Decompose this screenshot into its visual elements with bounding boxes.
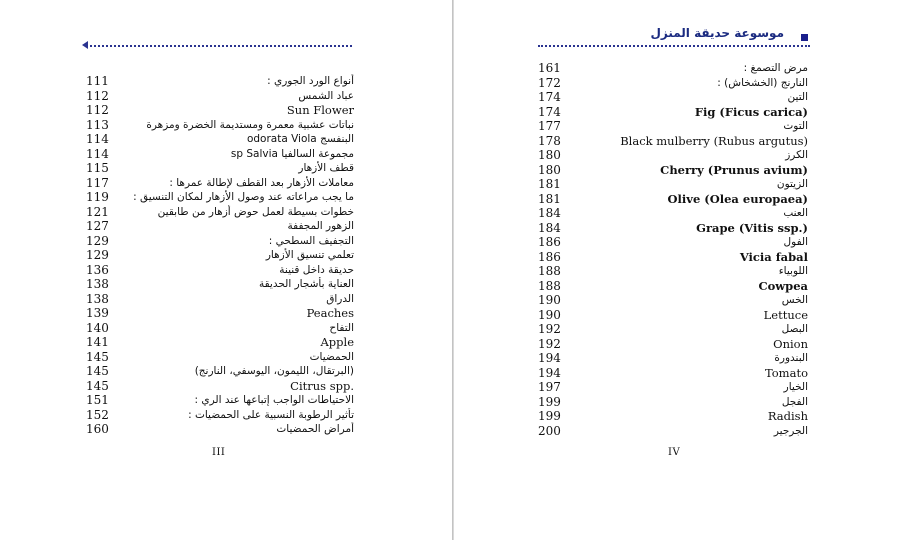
toc-page-number: 145 [86,349,109,364]
toc-entry [538,163,808,178]
toc-entry [86,422,354,437]
toc-entry-title: تعلمي تنسيق الأزهار [265,249,354,261]
toc-entry [538,177,808,192]
toc-entry [86,248,354,263]
header-rule-right [538,45,810,47]
toc-page-number: 186 [538,235,561,249]
toc-entry [86,263,354,278]
toc-entry-title: العنب [783,207,808,219]
toc-entry-title: حديقة داخل قنينة [279,263,354,276]
toc-entry [86,103,354,118]
toc-page-number: 136 [86,262,109,277]
toc-entry-title: Sun Flower [286,103,354,117]
toc-entry-title: الاحتياطات الواجب إتباعها عند الري : [194,394,354,406]
toc-page-number: 181 [538,191,561,206]
toc-entry [538,279,808,294]
toc-entry [86,219,354,234]
toc-entry-title: أمراض الحمضيات [276,423,354,435]
toc-entry-title: الفول [783,236,808,248]
toc-page-number: 194 [538,351,561,365]
toc-entry [538,76,808,91]
toc-entry-title: البصل [781,323,808,335]
page-folio-left: III [212,447,226,458]
toc-entry-title: الخيار [783,381,808,393]
toc-entry [538,90,808,105]
right-page [454,0,906,540]
toc-entry [86,292,354,307]
toc-page-number: 172 [538,75,561,90]
toc-page-number: 197 [538,380,561,394]
toc-page-number: 127 [86,219,109,233]
toc-entry-title: التجفيف السطحي : [268,234,354,247]
toc-entry-title: Lettuce [763,307,808,322]
toc-entry [86,379,354,394]
toc-entry [86,335,354,350]
toc-entry-title: الخس [781,294,808,306]
toc-entry [538,308,808,323]
toc-page-number: 114 [86,132,109,146]
toc-page-number: 119 [86,190,109,204]
toc-entry [538,424,808,439]
toc-page-number: 199 [538,409,561,423]
toc-entry-title: خطوات بسيطة لعمل حوض أزهار من طابقين [157,205,354,218]
toc-entry-title: الزهور المجففة [287,220,354,232]
toc-entry-title: الزيتون [776,178,808,190]
toc-list-left [86,74,354,437]
toc-entry [538,192,808,207]
toc-entry-title: Vicia fabal [739,249,808,264]
toc-page-number: 113 [86,117,109,132]
toc-entry-title: ما يجب مراعاته عند وصول الأزهار لمكان التنسيق : [133,191,354,203]
toc-entry-title: البنفسج odorata Viola [246,133,354,145]
toc-page-number: 129 [86,248,109,262]
toc-entry-title: Fig (Ficus carica) [694,104,808,119]
toc-entry-title: Onion [773,336,808,351]
toc-entry [538,366,808,381]
toc-entry [86,393,354,408]
toc-entry-title: الدراق [326,292,354,305]
toc-page-number: 141 [86,335,109,349]
toc-entry [538,337,808,352]
toc-page-number: 112 [86,88,109,103]
toc-entry [86,277,354,292]
toc-entry-title: عباد الشمس [298,89,354,102]
toc-entry [86,364,354,379]
toc-entry [538,409,808,424]
toc-page-number: 190 [538,307,561,322]
toc-page-number: 152 [86,407,109,422]
toc-list-right [538,61,808,438]
toc-page-number: 115 [86,161,109,175]
toc-entry-title: نباتات عشبية معمرة ومستديمة الخضرة ومزهرة [146,118,354,131]
toc-page-number: 145 [86,364,109,378]
toc-entry-title: Peaches [306,306,354,320]
toc-entry-title: الحمضيات [309,350,354,363]
toc-entry-title: تأثير الرطوبة النسبية على الحمضيات : [188,408,354,421]
toc-entry-title: اللوبياء [778,265,808,277]
toc-entry-title: Tomato [764,365,808,380]
toc-entry-title: Cherry (Prunus avium) [660,162,808,177]
toc-entry [538,235,808,250]
toc-entry-title: الجرجير [773,424,808,437]
toc-page-number: 161 [538,61,561,75]
toc-entry-title: الفجل [781,395,808,408]
toc-entry [538,206,808,221]
left-page [0,0,452,540]
toc-entry-title: Apple [320,335,354,349]
toc-page-number: 140 [86,320,109,335]
toc-page-number: 160 [86,422,109,436]
toc-page-number: 111 [86,74,109,88]
toc-page-number: 181 [538,177,561,191]
toc-entry [86,350,354,365]
toc-page-number: 184 [538,206,561,220]
toc-page-number: 184 [538,220,561,235]
toc-entry [538,322,808,337]
toc-page-number: 180 [538,162,561,177]
page-folio-right: IV [668,447,681,458]
toc-page-number: 199 [538,394,561,409]
toc-page-number: 114 [86,146,109,161]
toc-entry [538,293,808,308]
toc-page-number: 192 [538,322,561,336]
toc-page-number: 192 [538,336,561,351]
toc-entry-title: مجموعة السالفيا sp Salvia [230,147,354,160]
toc-page-number: 138 [86,291,109,306]
toc-page-number: 190 [538,293,561,307]
toc-page-number: 186 [538,249,561,264]
toc-entry [538,221,808,236]
toc-page-number: 177 [538,119,561,133]
toc-page-number: 138 [86,277,109,291]
toc-page-number: 117 [86,175,109,190]
toc-entry [538,380,808,395]
toc-entry-title: Cowpea [758,278,808,293]
toc-entry [86,176,354,191]
toc-entry-title: التفاح [329,321,354,334]
toc-page-number: 129 [86,233,109,248]
toc-entry [86,321,354,336]
toc-entry [538,119,808,134]
toc-page-number: 180 [538,148,561,162]
toc-entry-title: التين [787,91,808,103]
toc-entry [86,147,354,162]
toc-entry-title: النارنج (الخشخاش) : [717,76,808,89]
toc-entry [538,61,808,76]
toc-entry-title: قطف الأزهار [298,162,354,174]
toc-page-number: 178 [538,133,561,148]
toc-entry-title: Citrus spp. [290,378,354,393]
toc-entry-title: Radish [767,409,808,423]
toc-page-number: 188 [538,264,561,278]
toc-entry [86,74,354,89]
toc-entry [538,395,808,410]
header-rule-left [86,45,352,47]
toc-entry [86,118,354,133]
toc-page-number: 194 [538,365,561,380]
toc-entry-title: (البرتقال، الليمون، اليوسفي، النارنج) [194,365,354,377]
toc-page-number: 188 [538,278,561,293]
square-bullet-icon [801,34,808,41]
toc-entry-title: التوت [783,120,808,132]
toc-entry [538,148,808,163]
toc-page-number: 200 [538,423,561,438]
toc-entry-title: معاملات الأزهار بعد القطف لإطالة عمرها : [169,176,354,189]
toc-page-number: 145 [86,378,109,393]
toc-entry [538,134,808,149]
toc-entry [538,351,808,366]
toc-entry [86,190,354,205]
running-header-title: موسوعة حديقة المنزل [650,26,784,40]
toc-page-number: 151 [86,393,109,407]
toc-entry [86,306,354,321]
toc-entry-title: Grape (Vitis ssp.) [696,220,808,235]
toc-page-number: 174 [538,104,561,119]
toc-entry [86,408,354,423]
toc-page-number: 139 [86,306,109,320]
toc-entry-title: أنواع الورد الجوري : [267,75,354,87]
toc-entry-title: Olive (Olea europaea) [667,191,808,206]
toc-entry-title: البندورة [774,352,808,364]
toc-entry [86,234,354,249]
toc-entry [86,132,354,147]
toc-entry [86,161,354,176]
toc-entry-title: مرض التصمغ : [743,62,808,74]
toc-page-number: 112 [86,103,109,117]
toc-entry [86,89,354,104]
toc-entry-title: Black mulberry (Rubus argutus) [620,133,808,148]
toc-page-number: 121 [86,204,109,219]
toc-entry-title: الكرز [785,149,808,161]
toc-entry [538,105,808,120]
toc-entry-title: العناية بأشجار الحديقة [258,278,354,290]
toc-entry [538,250,808,265]
toc-page-number: 174 [538,90,561,104]
toc-entry [538,264,808,279]
toc-entry [86,205,354,220]
